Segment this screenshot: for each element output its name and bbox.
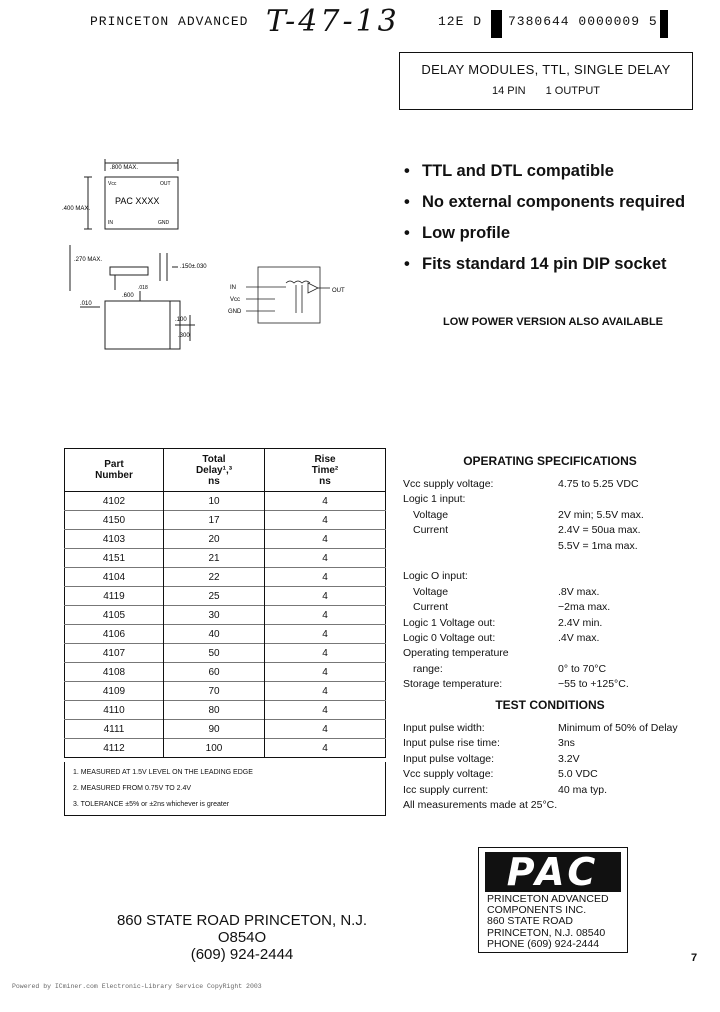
total-delay-header: Total Delay¹,³ ns — [164, 449, 265, 492]
spec-row: Storage temperature: −55 to +125°C. — [403, 678, 629, 691]
table-row: 4107 50 4 — [65, 644, 386, 663]
delay-table — [64, 448, 386, 758]
pin-pitch-dim: .600 — [122, 293, 134, 299]
table-row: 4104 22 4 — [65, 568, 386, 587]
handwritten-code: T-47-13 — [266, 4, 400, 39]
feature-item: • No external components required — [404, 193, 686, 211]
mechanical-drawing — [60, 155, 360, 365]
spec-row: 5.5V = 1ma max. — [558, 539, 638, 552]
source-footer: Powered by ICminer.com Electronic-Library Service CopyRight 2003 — [12, 983, 262, 990]
table-row: 4103 20 4 — [65, 530, 386, 549]
spec-row: Vcc supply voltage: 4.75 to 5.25 VDC — [403, 478, 639, 490]
pin-spacing-dim: .100 — [175, 317, 187, 323]
spec-row: Logic O input: — [403, 570, 468, 583]
table-note: 2. MEASURED FROM 0.75V TO 2.4V — [73, 785, 192, 792]
test-row: Vcc supply voltage: 5.0 VDC — [403, 768, 598, 781]
phone-line: (609) 924-2444 — [190, 946, 294, 963]
header-bar-2 — [660, 10, 668, 38]
header-bar-1 — [491, 10, 502, 38]
spec-row: Logic 0 Voltage out: .4V max. — [403, 631, 600, 644]
operating-specs-title: OPERATING SPECIFICATIONS — [463, 454, 637, 468]
schematic-vcc: Vcc — [230, 297, 241, 303]
feature-item: • Low profile — [404, 224, 510, 242]
table-row: 4106 40 4 — [65, 625, 386, 644]
product-title: DELAY MODULES, TTL, SINGLE DELAY — [421, 62, 671, 77]
schematic-gnd: GND — [228, 309, 242, 315]
test-row: Input pulse rise time: 3ns — [403, 737, 575, 750]
part-header: Part Number — [65, 449, 164, 492]
table-row: 4108 60 4 — [65, 663, 386, 682]
table-row: 4112 100 4 — [65, 739, 386, 758]
lead-dim: .150±.030 — [180, 264, 207, 270]
company-header: PRINCETON ADVANCED — [90, 14, 249, 29]
logo-mark: PAC — [485, 852, 621, 892]
spec-row — [403, 554, 644, 569]
bullet-icon: • — [404, 162, 410, 180]
address-line: 860 STATE ROAD PRINCETON, N.J. O854O — [116, 912, 368, 946]
bottom-dim-2: .300 — [178, 333, 190, 339]
schematic-in: IN — [230, 285, 236, 291]
operating-specs — [403, 477, 644, 692]
height-dim: .400 MAX. — [62, 206, 91, 212]
vcc-pin-label: Vcc — [108, 181, 117, 187]
spec-row: Current 2.4V = 50ua max. — [413, 524, 641, 537]
in-pin-label: IN — [108, 220, 113, 226]
schematic-out: OUT — [332, 288, 345, 294]
table-note: 3. TOLERANCE ±5% or ±2ns whichever is greater — [73, 801, 230, 808]
logo-text: PRINCETON ADVANCED COMPONENTS INC. 860 STATE ROAD PRINCETON, N.J. 08540 PHONE (609) 924-2444 — [487, 893, 609, 950]
table-notes — [64, 762, 386, 816]
bullet-icon: • — [404, 193, 410, 211]
page-number: 7 — [691, 952, 698, 964]
out-pin-label: OUT — [160, 181, 171, 187]
feature-item: • Fits standard 14 pin DIP socket — [404, 255, 667, 273]
gnd-pin-label: GND — [158, 220, 170, 226]
table-row: 4119 25 4 — [65, 587, 386, 606]
test-row: Icc supply current: 40 ma typ. — [403, 783, 608, 796]
bottom-dim-1: .010 — [80, 301, 92, 307]
spec-row: Logic 1 Voltage out: 2.4V min. — [403, 616, 603, 629]
spec-row: Current −2ma max. — [413, 601, 611, 614]
pac-logo — [478, 847, 628, 953]
table-row: 4151 21 4 — [65, 549, 386, 568]
table-note: 1. MEASURED AT 1.5V LEVEL ON THE LEADING EDGE — [73, 769, 253, 776]
spec-row: Logic 1 input: — [403, 493, 466, 506]
output-count: 1 OUTPUT — [545, 85, 601, 97]
spec-row: range: 0° to 70°C — [413, 662, 607, 675]
feature-item: • TTL and DTL compatible — [404, 162, 614, 180]
table-row: 4150 17 4 — [65, 511, 386, 530]
test-row: Input pulse width: Minimum of 50% of Delay — [403, 722, 678, 734]
pac-label: PAC XXXX — [115, 196, 160, 206]
spec-row: Operating temperature — [403, 647, 509, 660]
schematic — [246, 267, 330, 323]
doc-number: 7380644 0000009 5 — [508, 14, 658, 29]
spec-row: Voltage 2V min; 5.5V max. — [413, 508, 644, 521]
side-height-dim: .270 MAX. — [74, 257, 103, 263]
width-dim: .800 MAX. — [110, 165, 139, 171]
table-row: 4111 90 4 — [65, 720, 386, 739]
feature-list — [404, 162, 685, 286]
table-row: 4110 80 4 — [65, 701, 386, 720]
test-row: Input pulse voltage: 3.2V — [403, 752, 580, 765]
rise-time-header: Rise Time² ns — [265, 449, 386, 492]
test-footer: All measurements made at 25°C. — [403, 798, 558, 811]
low-power-note: LOW POWER VERSION ALSO AVAILABLE — [443, 316, 663, 328]
test-conditions — [403, 721, 678, 813]
table-row: 4109 70 4 — [65, 682, 386, 701]
pin-count: 14 PIN — [491, 85, 526, 97]
bullet-icon: • — [404, 255, 410, 273]
table-row: 4105 30 4 — [65, 606, 386, 625]
company-address — [110, 912, 374, 963]
title-box — [399, 52, 693, 110]
test-conditions-title: TEST CONDITIONS — [495, 698, 605, 712]
spec-row: Voltage .8V max. — [413, 585, 600, 598]
table-header-row — [65, 449, 386, 492]
bullet-icon: • — [404, 224, 410, 242]
header-code: 12E D — [438, 14, 483, 29]
table-row: 4102 10 4 — [65, 492, 386, 511]
lead-width-dim: .018 — [138, 285, 148, 291]
